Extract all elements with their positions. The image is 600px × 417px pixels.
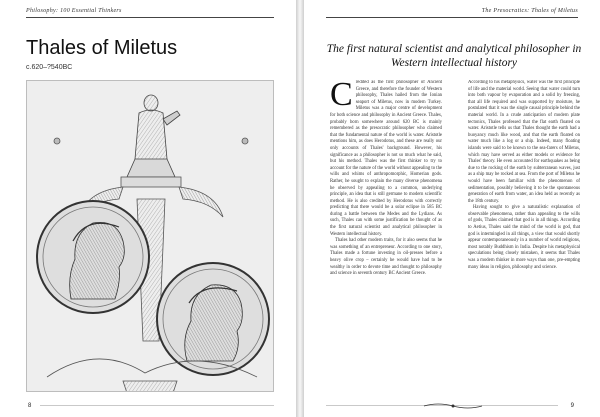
paragraph: According to his metaphysics, water was the first principle of life and the material world. Seeing that water could turn into both vapour by evaporation and a solid by freezing, that all life required and was supported by moisture, he postulated that it was the single causal principle behind the material world. In a crude anticipation of modern plate tectonics, Thales professed that the flat earth floated on water. Aristotle tells us that Thales thought the earth had a buoyancy much like wood, and that the earth floated on water much like a log or a ship. Indeed, many floating islands were said to be known to the sea-farers of Miletus, which may have served as either models or evidence for Thales' theory. He even accounted for earthquakes as being due to the rocking of the earth by subterranean waves, just as a ship may be rocked at sea. From the port of Miletus he would have been familiar with the phenomenon of sedimentation, possibly believing it to be the spontaneous generation of earth from water, an idea held as recently as the 18th century.: [468, 80, 580, 204]
running-head-left: Philosophy: 100 Essential Thinkers: [26, 8, 122, 14]
header-rule-left: [26, 17, 274, 18]
page-title: Thales of Miletus: [26, 37, 178, 59]
paragraph-text: redited as the first philosopher of Ancient Greece, and therefore the founder of Western philosophy, Thales hailed from the Ionian seaport of Miletus, now in modern Turkey. Miletus was a major centre of development for both science and philosophy in Ancient Greece. Thales, probably born somewhere around 620 BC is mainly remembered as the presocratic philosopher who claimed that the fundamental nature of the world is water. Aristotle mentions him, as does Herodotus, and these are really our only accounts of Thales' background. However, his significance as a philosopher is not so much what he said, but his method. Thales was the first thinker to try to account for the nature of the world without appealing to the wills and whims of anthropomorphic, Homerian gods. Rather, he sought to explain the many diverse phenomena he observed by appealing to a common, underlying principle, an idea that is still germane to modern scientific method. He is also credited by Herodotus with correctly predicting that there would be a solar eclipse in 585 BC during a battle between the Medes and the Lydians. As such, Thales can with some justification be thought of as the first natural scientist and analytical philosopher in Western intellectual history.: [330, 80, 442, 237]
life-dates: c.620–?540BC: [26, 64, 73, 71]
page-number-left: 8: [28, 403, 32, 409]
paragraph: Having sought to give a naturalistic explanation of observable phenomena, rather than appealing to the wills of gods, Thales claimed that god is in all things. According to Aetius, Thales said the mind of the world is god, that god is intermingled in all things, a view that would shortly appear contemporaneously in a number of world religions, most notably Buddhism in India. Despite his metaphysical speculations being closely mistaken, it seems that Thales was a modern thinker in more ways than one, pre-empting many ideas in religion, philosophy and science.: [468, 205, 580, 270]
book-spine: [296, 0, 304, 417]
footer-ornament-icon: [422, 402, 484, 410]
engraving-icon: [27, 81, 274, 392]
chapter-subtitle: The first natural scientist and analytical philosopher in Western intellectual history: [326, 43, 582, 69]
text-column-1: [330, 80, 442, 382]
header-rule-right: [326, 17, 578, 18]
page-number-right: 9: [570, 403, 574, 409]
portrait-medallion-right: [157, 263, 269, 375]
text-column-2: [468, 80, 580, 382]
portrait-medallion-left: [37, 201, 149, 313]
right-page: [304, 0, 600, 417]
paragraph: Thales had other modern traits, for it also seems that he was something of an entrepreneur. According to one story, Thales made a fortune investing in oil-presses before a heavy olive crop – certainly he would have had to be wealthy in order to devote time and thought to philosophy and science in seventh century BC Ancient Greece.: [330, 238, 442, 277]
running-head-right: The Presocratics: Thales of Miletus: [481, 8, 578, 14]
left-page: [0, 0, 296, 417]
engraving-illustration: [26, 80, 274, 392]
footer-rule-left: [40, 405, 274, 406]
drop-cap: C: [330, 80, 353, 113]
paragraph: [330, 80, 442, 238]
